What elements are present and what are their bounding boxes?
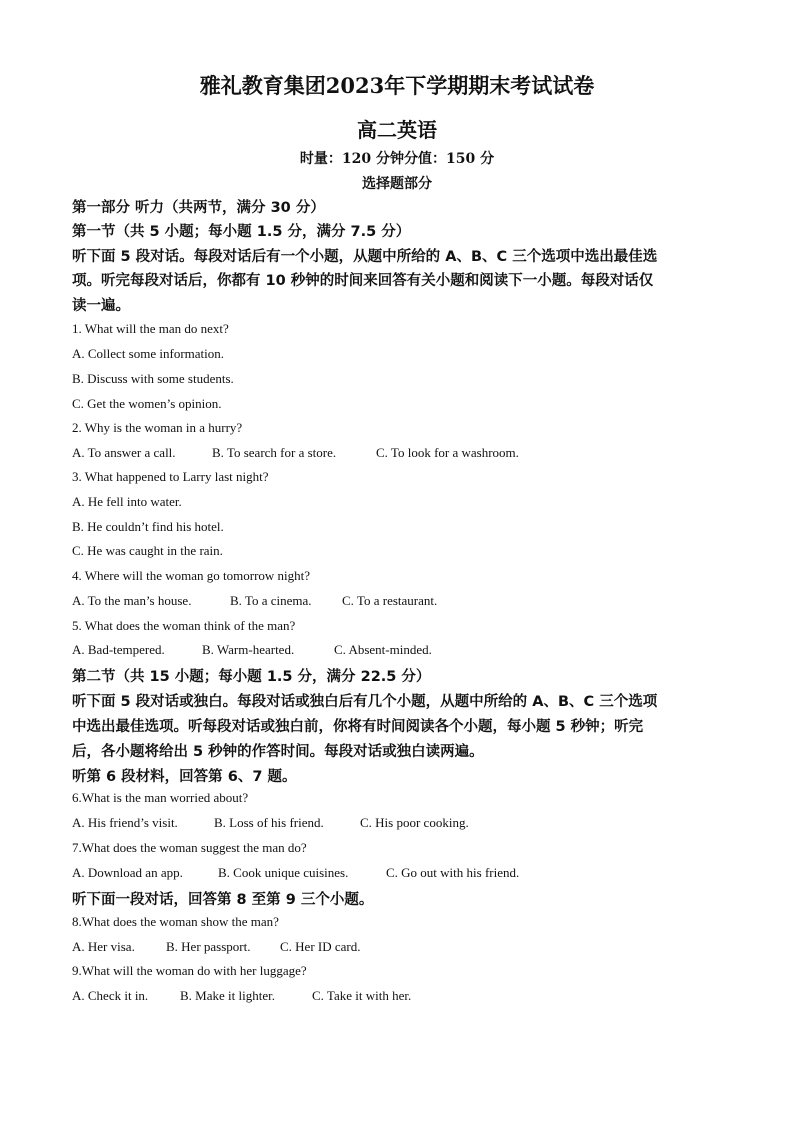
option-row (72, 988, 411, 1004)
question-option: A. Check it in. (72, 988, 149, 1003)
question-option: A. He fell into water. (72, 494, 182, 509)
question-option: B. Warm-hearted. (202, 642, 295, 657)
section-type: 选择题部分 (362, 176, 432, 192)
question-option: A. To answer a call. (72, 445, 176, 460)
question-option: C. Take it with her. (312, 988, 412, 1003)
question-option: B. Cook unique cuisines. (218, 865, 349, 880)
question-option: B. Her passport. (166, 939, 251, 954)
question-option: C. Absent-minded. (334, 642, 432, 657)
option-row (72, 445, 519, 461)
sec1-instruction-3: 读一遍。 (72, 298, 130, 314)
question-option: B. Make it lighter. (180, 988, 275, 1003)
question-option: B. He couldn’t find his hotel. (72, 519, 224, 534)
question-stem: 2. Why is the woman in a hurry? (72, 420, 243, 435)
sec2-instruction-2: 中选出最佳选项。听每段对话或独白前，你将有时间阅读各个小题，每小题 5 秒钟；听完 (72, 719, 644, 735)
question-option: C. To a restaurant. (342, 593, 438, 608)
question-option: A. Download an app. (72, 865, 183, 880)
question-option: B. To a cinema. (230, 593, 312, 608)
material-7-instruction: 听下面一段对话，回答第 8 至第 9 三个小题。 (72, 892, 374, 908)
material-6-instruction: 听第 6 段材料，回答第 6、7 题。 (72, 769, 297, 785)
question-stem: 8.What does the woman show the man? (72, 914, 279, 929)
sec1-instruction-2: 项。听完每段对话后，你都有 10 秒钟的时间来回答有关小题和阅读下一小题。每段对话仅 (72, 273, 654, 289)
question-option: B. Loss of his friend. (214, 815, 324, 830)
question-stem: 3. What happened to Larry last night? (72, 469, 269, 484)
question-option: A. His friend’s visit. (72, 815, 178, 830)
question-option: C. He was caught in the rain. (72, 543, 223, 558)
time-score: 时量：120 分钟分值：150 分 (299, 151, 495, 167)
question-option: B. To search for a store. (212, 445, 337, 460)
exam-title: 雅礼教育集团2023年下学期期末考试试卷 (199, 73, 595, 98)
question-option: C. His poor cooking. (360, 815, 469, 830)
question-stem: 5. What does the woman think of the man? (72, 618, 296, 633)
question-option: A. Bad-tempered. (72, 642, 165, 657)
option-row (72, 593, 437, 609)
exam-subject: 高二英语 (357, 118, 437, 142)
question-option: C. Go out with his friend. (386, 865, 520, 880)
question-stem: 7.What does the woman suggest the man do? (72, 840, 307, 855)
option-row (72, 865, 519, 881)
question-option: C. To look for a washroom. (376, 445, 519, 460)
question-option: A. Her visa. (72, 939, 135, 954)
sec2-instruction-1: 听下面 5 段对话或独白。每段对话或独白后有几个小题，从题中所给的 A、B、C 三个选项 (72, 694, 658, 710)
option-row (72, 815, 469, 831)
question-stem: 1. What will the man do next? (72, 321, 229, 336)
question-option: A. Collect some information. (72, 346, 225, 361)
question-option: C. Her ID card. (280, 939, 361, 954)
question-option: C. Get the women’s opinion. (72, 396, 222, 411)
option-row (72, 939, 361, 955)
question-stem: 6.What is the man worried about? (72, 790, 249, 805)
question-option: A. To the man’s house. (72, 593, 192, 608)
sec1-heading: 第一节（共 5 小题；每小题 1.5 分，满分 7.5 分） (72, 224, 411, 240)
option-row (72, 642, 432, 658)
sec2-heading: 第二节（共 15 小题；每小题 1.5 分，满分 22.5 分） (72, 669, 431, 685)
question-option: B. Discuss with some students. (72, 371, 234, 386)
question-stem: 9.What will the woman do with her luggage? (72, 963, 307, 978)
question-stem: 4. Where will the woman go tomorrow night? (72, 568, 311, 583)
sec1-instruction-1: 听下面 5 段对话。每段对话后有一个小题，从题中所给的 A、B、C 三个选项中选出最佳选 (72, 249, 658, 265)
part1-heading: 第一部分 听力（共两节，满分 30 分） (72, 200, 325, 216)
sec2-instruction-3: 后，各小题将给出 5 秒钟的作答时间。每段对话或独白读两遍。 (72, 744, 484, 760)
